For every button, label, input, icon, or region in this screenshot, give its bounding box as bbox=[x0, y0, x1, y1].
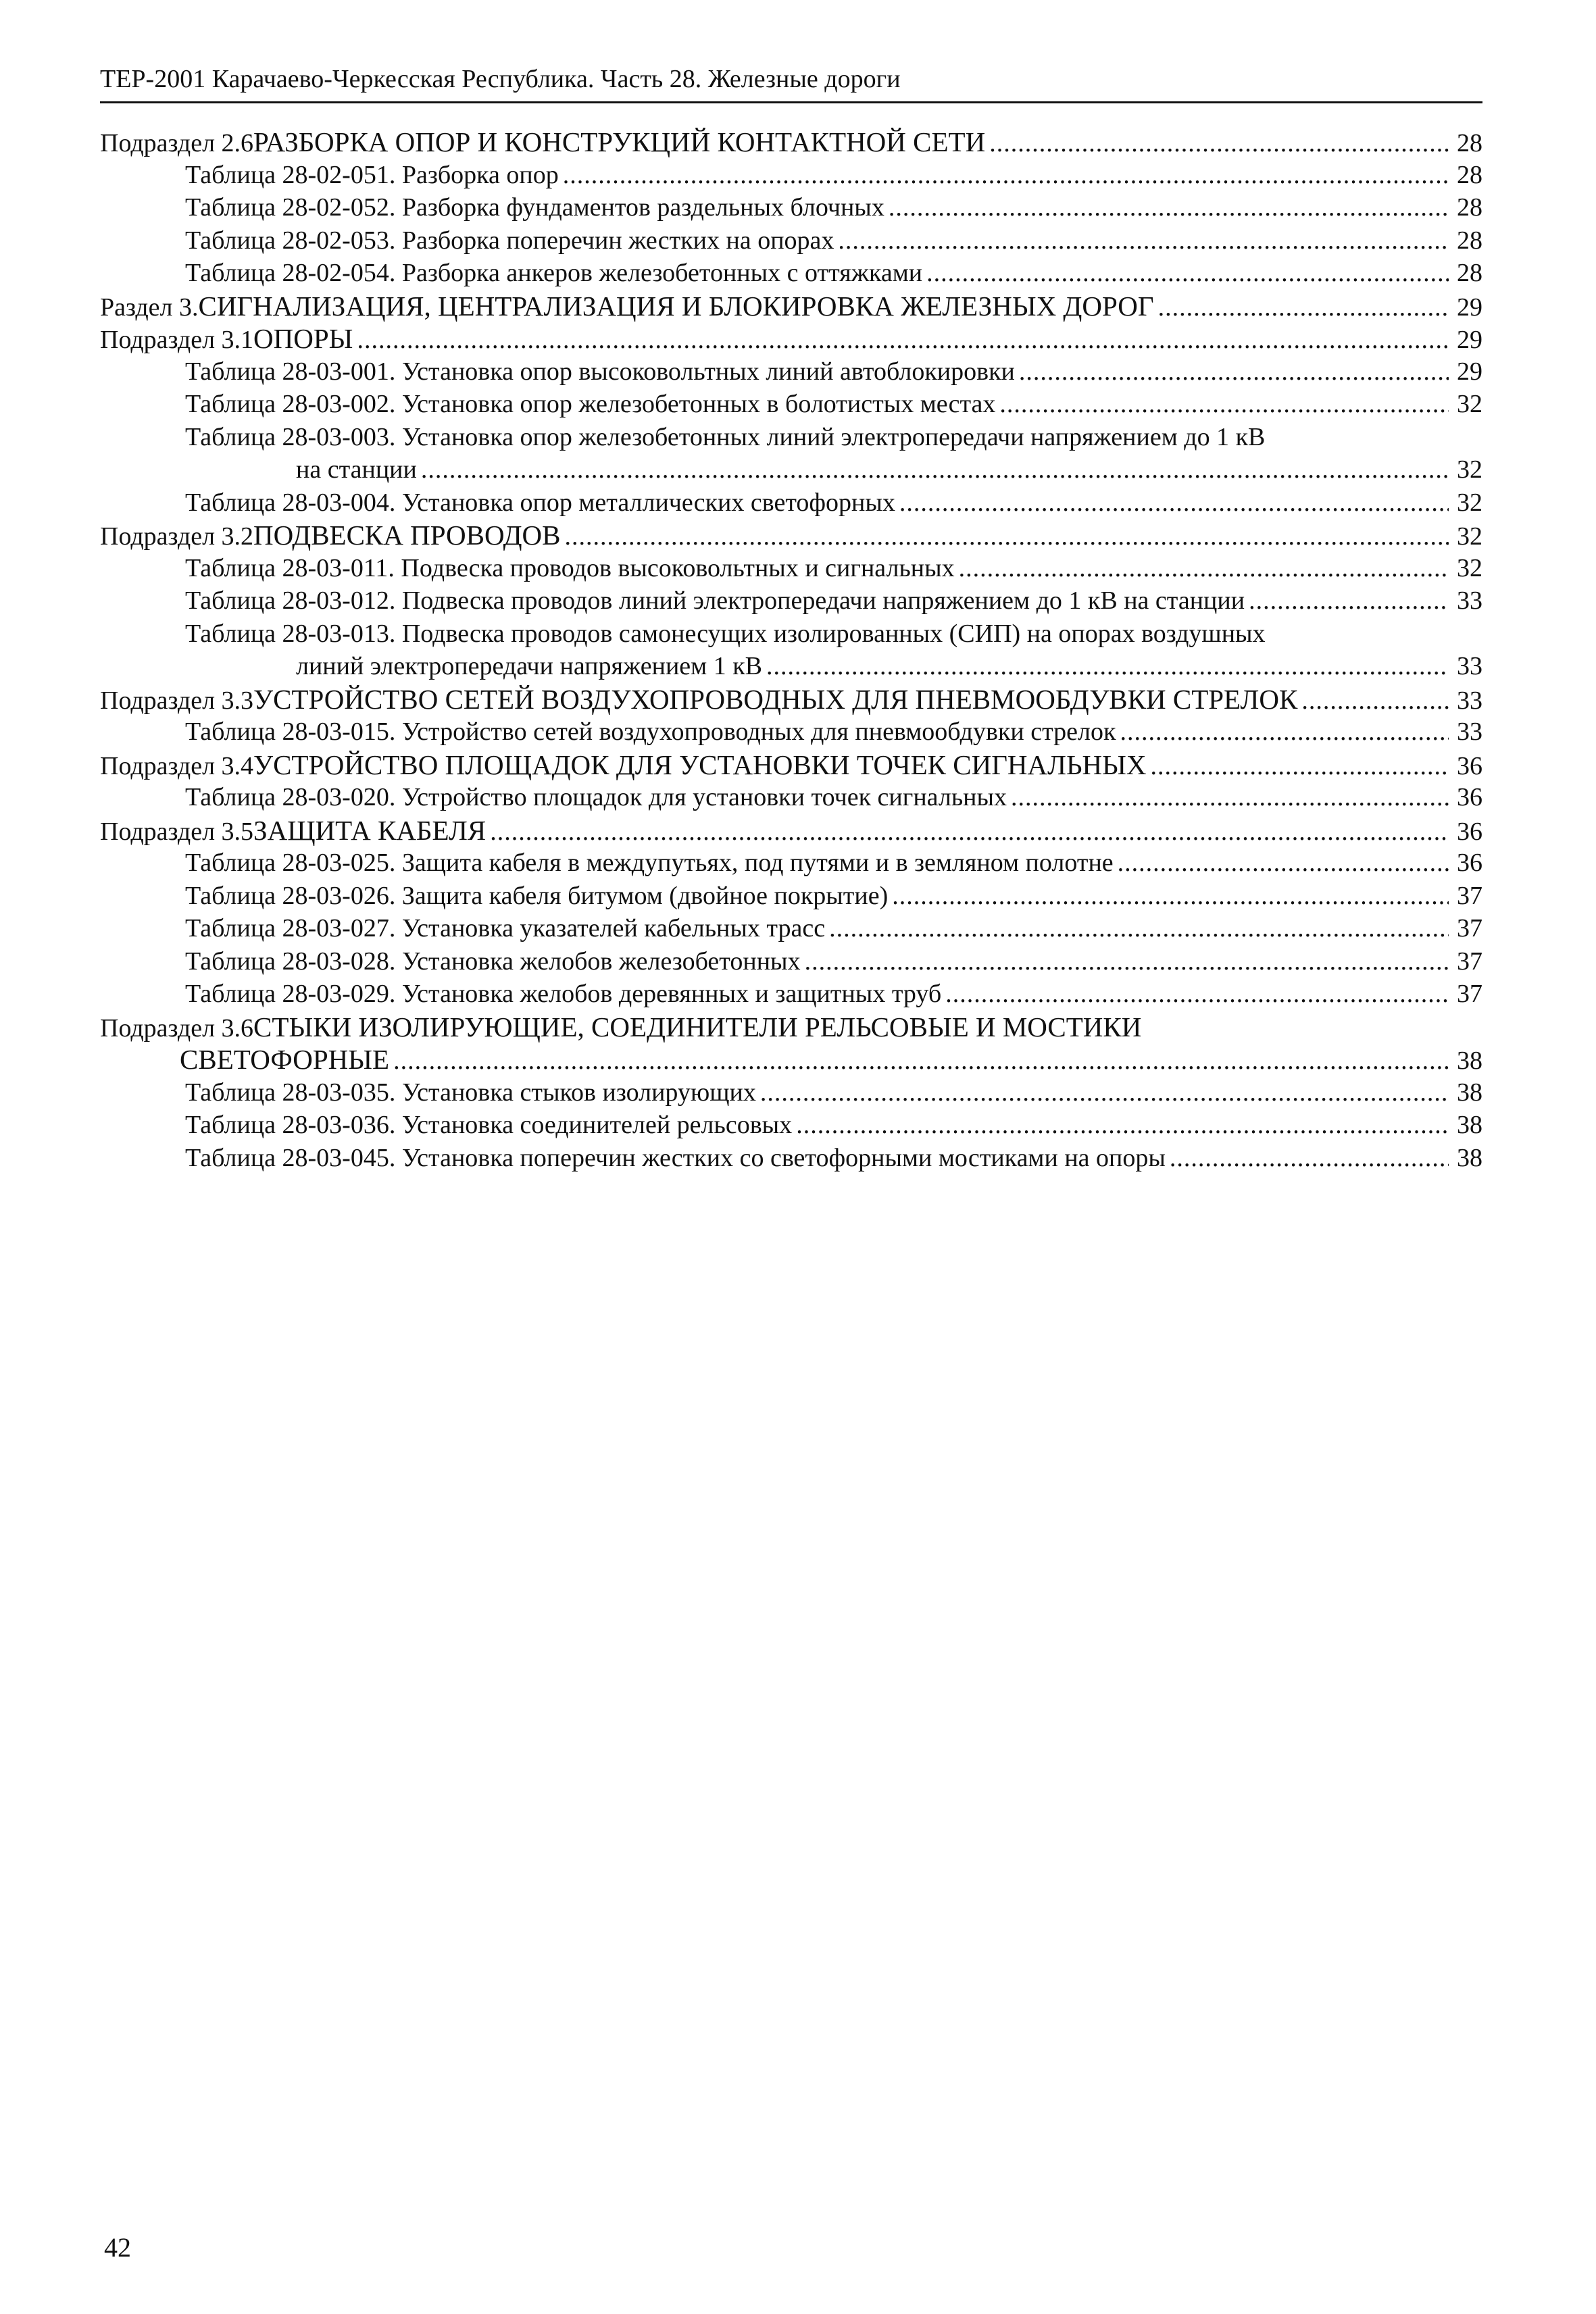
toc-entry-page: 32 bbox=[1457, 390, 1482, 418]
toc-entry[interactable] bbox=[100, 912, 1482, 945]
toc-entry-title: Таблица 28-03-026. Защита кабеля битумом (двойное покрытие) bbox=[185, 881, 889, 910]
toc-entry-prefix: Подраздел 3.4 bbox=[100, 751, 254, 780]
dot-leader bbox=[1011, 781, 1449, 814]
toc-entry-prefix: Подраздел 3.1 bbox=[100, 326, 254, 354]
toc-entry-title: РАЗБОРКА ОПОР И КОНСТРУКЦИЙ КОНТАКТНОЙ СЕТИ bbox=[253, 126, 986, 157]
toc-entry[interactable] bbox=[100, 552, 1482, 585]
dot-leader bbox=[796, 1109, 1449, 1142]
toc-entry-page: 29 bbox=[1457, 293, 1482, 322]
dot-leader bbox=[1150, 750, 1449, 783]
toc-entry-page: 37 bbox=[1457, 980, 1482, 1008]
dot-leader bbox=[1170, 1142, 1449, 1175]
toc-entry-title: Таблица 28-03-015. Устройство сетей воздухопроводных для пневмообдувки стрелок bbox=[185, 718, 1116, 746]
toc-entry-title: Таблица 28-03-012. Подвеска проводов линий электропередачи напряжением до 1 кВ на станции bbox=[185, 586, 1245, 615]
dot-leader bbox=[563, 159, 1449, 192]
toc-entry[interactable] bbox=[100, 650, 1482, 683]
toc-entry[interactable] bbox=[100, 683, 1482, 716]
running-header: ТЕР-2001 Карачаево-Черкесская Республика. Часть 28. Железные дороги bbox=[100, 65, 901, 93]
toc-entry-page: 32 bbox=[1457, 522, 1482, 551]
toc-entry-page: 37 bbox=[1457, 881, 1482, 910]
toc-entry-page: 32 bbox=[1457, 553, 1482, 582]
toc-entry[interactable] bbox=[100, 1011, 1482, 1044]
toc-entry-page: 33 bbox=[1457, 686, 1482, 715]
dot-leader bbox=[1249, 584, 1449, 618]
dot-leader bbox=[805, 945, 1449, 978]
toc-entry-title: Таблица 28-03-035. Установка стыков изолирующих bbox=[185, 1078, 756, 1107]
toc-entry-page: 38 bbox=[1457, 1047, 1482, 1075]
toc-entry[interactable] bbox=[100, 945, 1482, 978]
dot-leader bbox=[393, 1045, 1449, 1078]
toc-entry-title: СТЫКИ ИЗОЛИРУЮЩИЕ, СОЕДИНИТЕЛИ РЕЛЬСОВЫЕ И МОСТИКИ bbox=[253, 1011, 1142, 1042]
toc-entry-page: 28 bbox=[1457, 193, 1482, 222]
dot-leader bbox=[1019, 355, 1449, 388]
toc-entry[interactable] bbox=[100, 781, 1482, 814]
toc-entry-title: Таблица 28-02-051. Разборка опор bbox=[185, 160, 559, 189]
toc-entry-page: 28 bbox=[1457, 160, 1482, 189]
toc-entry[interactable] bbox=[100, 978, 1482, 1011]
toc-entry[interactable] bbox=[100, 1109, 1482, 1142]
dot-leader bbox=[926, 257, 1449, 290]
dot-leader bbox=[959, 552, 1449, 585]
toc-entry-title: Таблица 28-03-003. Установка опор железобетонных линий электропередачи напряжением до 1 кВ bbox=[185, 422, 1266, 451]
toc-entry-page: 38 bbox=[1457, 1143, 1482, 1172]
toc-entry-page: 36 bbox=[1457, 849, 1482, 877]
toc-entry-page: 38 bbox=[1457, 1078, 1482, 1107]
toc-entry-prefix: Подраздел 3.2 bbox=[100, 522, 254, 551]
toc-entry[interactable] bbox=[100, 159, 1482, 192]
toc-entry[interactable] bbox=[100, 584, 1482, 618]
toc-entry-title: ЗАЩИТА КАБЕЛЯ bbox=[253, 814, 487, 846]
dot-leader bbox=[760, 1076, 1449, 1109]
dot-leader bbox=[490, 815, 1449, 849]
toc-entry-title: ОПОРЫ bbox=[253, 323, 353, 354]
dot-leader bbox=[1118, 847, 1449, 880]
toc-entry-page: 36 bbox=[1457, 783, 1482, 811]
toc-entry-title: Таблица 28-03-020. Устройство площадок для установки точек сигнальных bbox=[185, 783, 1007, 811]
toc-entry[interactable] bbox=[100, 715, 1482, 749]
toc-entry[interactable] bbox=[100, 1076, 1482, 1109]
toc-entry[interactable] bbox=[100, 814, 1482, 847]
header-rule bbox=[100, 101, 1482, 103]
toc-entry[interactable] bbox=[100, 290, 1482, 323]
toc-entry-title: Таблица 28-03-002. Установка опор железобетонных в болотистых местах bbox=[185, 390, 996, 418]
toc-entry[interactable] bbox=[100, 257, 1482, 290]
dot-leader bbox=[1301, 684, 1449, 718]
toc-entry[interactable] bbox=[100, 453, 1482, 486]
toc-entry[interactable] bbox=[100, 388, 1482, 421]
toc-entry-page: 29 bbox=[1457, 326, 1482, 354]
toc-entry[interactable] bbox=[100, 126, 1482, 159]
toc-entry-title: СВЕТОФОРНЫЕ bbox=[180, 1044, 390, 1075]
dot-leader bbox=[892, 880, 1449, 913]
toc-entry-title: Таблица 28-02-054. Разборка анкеров железобетонных с оттяжками bbox=[185, 259, 923, 287]
toc-entry-title: Таблица 28-02-053. Разборка поперечин жестких на опорах bbox=[185, 226, 834, 255]
toc-entry-title: Таблица 28-03-027. Установка указателей кабельных трасс bbox=[185, 914, 826, 942]
toc-entry[interactable] bbox=[100, 421, 1482, 454]
toc-entry-title: УСТРОЙСТВО ПЛОЩАДОК ДЛЯ УСТАНОВКИ ТОЧЕК СИГНАЛЬНЫХ bbox=[253, 749, 1147, 780]
toc-entry-page: 36 bbox=[1457, 817, 1482, 846]
toc-entry-title: Таблица 28-03-025. Защита кабеля в междупутьях, под путями и в земляном полотне bbox=[185, 849, 1114, 877]
toc-entry-page: 29 bbox=[1457, 357, 1482, 386]
toc-entry-title: на станции bbox=[296, 455, 417, 484]
toc-entry-title: Таблица 28-03-045. Установка поперечин жестких со светофорными мостиками на опоры bbox=[185, 1143, 1166, 1172]
dot-leader bbox=[1120, 715, 1449, 749]
toc-entry-title: Таблица 28-03-036. Установка соединителей рельсовых bbox=[185, 1111, 793, 1139]
dot-leader bbox=[565, 520, 1449, 553]
page-number: 42 bbox=[104, 2232, 131, 2263]
toc-entry[interactable] bbox=[100, 1142, 1482, 1175]
toc-entry[interactable] bbox=[100, 486, 1482, 520]
dot-leader bbox=[766, 650, 1449, 683]
dot-leader bbox=[357, 324, 1449, 357]
toc-entry-title: УСТРОЙСТВО СЕТЕЙ ВОЗДУХОПРОВОДНЫХ ДЛЯ ПНЕВМООБДУВКИ СТРЕЛОК bbox=[253, 683, 1298, 715]
toc-entry-page: 36 bbox=[1457, 751, 1482, 780]
toc-entry[interactable] bbox=[100, 880, 1482, 913]
toc-entry-page: 32 bbox=[1457, 488, 1482, 517]
toc-entry-title: СИГНАЛИЗАЦИЯ, ЦЕНТРАЛИЗАЦИЯ И БЛОКИРОВКА ЖЕЛЕЗНЫХ ДОРОГ bbox=[198, 290, 1154, 322]
toc-entry-prefix: Раздел 3. bbox=[100, 293, 199, 322]
toc-entry-title: Таблица 28-03-028. Установка желобов железобетонных bbox=[185, 947, 801, 976]
toc-entry-page: 33 bbox=[1457, 718, 1482, 746]
toc-entry[interactable] bbox=[100, 224, 1482, 257]
dot-leader bbox=[829, 912, 1449, 945]
toc-entry[interactable] bbox=[100, 1043, 1482, 1076]
toc-entry[interactable] bbox=[100, 191, 1482, 224]
dot-leader bbox=[899, 486, 1449, 520]
dot-leader bbox=[945, 978, 1449, 1011]
toc-entry-page: 28 bbox=[1457, 226, 1482, 255]
toc-entry[interactable] bbox=[100, 519, 1482, 552]
toc-entry-prefix: Подраздел 2.6 bbox=[100, 129, 254, 157]
dot-leader bbox=[889, 191, 1449, 224]
toc-entry[interactable] bbox=[100, 618, 1482, 651]
toc-entry-title: линий электропередачи напряжением 1 кВ bbox=[296, 652, 763, 680]
toc-entry-prefix: Подраздел 3.3 bbox=[100, 686, 254, 715]
toc-entry[interactable] bbox=[100, 847, 1482, 880]
table-of-contents bbox=[100, 126, 1482, 1174]
toc-entry-title: Таблица 28-03-013. Подвеска проводов самонесущих изолированных (СИП) на опорах воздушных bbox=[185, 619, 1266, 648]
toc-entry-title: Таблица 28-03-029. Установка желобов деревянных и защитных труб bbox=[185, 980, 942, 1008]
dot-leader bbox=[999, 388, 1449, 421]
dot-leader bbox=[1158, 291, 1449, 324]
toc-entry-title: Таблица 28-03-011. Подвеска проводов высоковольтных и сигнальных bbox=[185, 553, 955, 582]
toc-entry-page: 32 bbox=[1457, 455, 1482, 484]
toc-entry-page: 37 bbox=[1457, 914, 1482, 942]
toc-entry-prefix: Подраздел 3.5 bbox=[100, 817, 254, 846]
toc-entry-page: 28 bbox=[1457, 129, 1482, 157]
toc-entry-page: 33 bbox=[1457, 586, 1482, 615]
dot-leader bbox=[838, 224, 1449, 257]
toc-entry-prefix: Подраздел 3.6 bbox=[100, 1013, 254, 1042]
dot-leader bbox=[421, 453, 1449, 486]
toc-entry[interactable] bbox=[100, 749, 1482, 782]
toc-entry[interactable] bbox=[100, 322, 1482, 355]
toc-entry[interactable] bbox=[100, 355, 1482, 388]
toc-entry-title: ПОДВЕСКА ПРОВОДОВ bbox=[253, 520, 561, 551]
toc-entry-page: 38 bbox=[1457, 1111, 1482, 1139]
toc-entry-title: Таблица 28-03-001. Установка опор высоковольтных линий автоблокировки bbox=[185, 357, 1015, 386]
toc-entry-page: 28 bbox=[1457, 259, 1482, 287]
toc-entry-page: 37 bbox=[1457, 947, 1482, 976]
toc-entry-title: Таблица 28-02-052. Разборка фундаментов раздельных блочных bbox=[185, 193, 884, 222]
dot-leader bbox=[989, 127, 1449, 160]
toc-entry-title: Таблица 28-03-004. Установка опор металлических светофорных bbox=[185, 488, 895, 517]
toc-entry-page: 33 bbox=[1457, 652, 1482, 680]
